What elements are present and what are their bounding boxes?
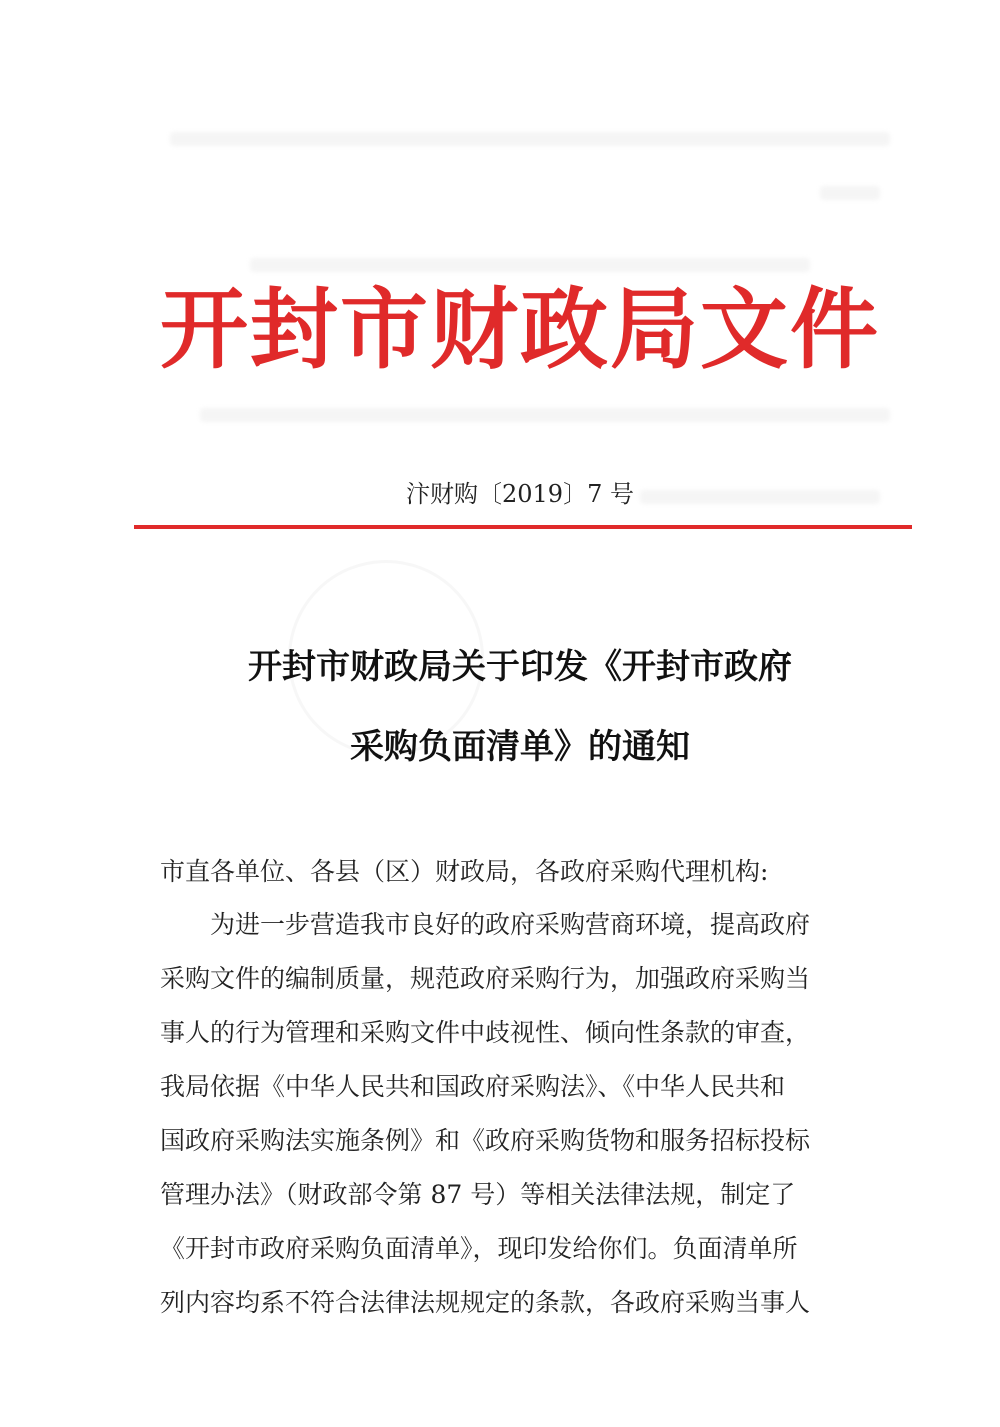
body-line-7: 《开封市政府采购负面清单》，现印发给你们。负面清单所 <box>160 1234 798 1263</box>
body-line-5: 国政府采购法实施条例》和《政府采购货物和服务招标投标 <box>160 1126 811 1155</box>
salutation: 市直各单位、各县（区）财政局，各政府采购代理机构: <box>160 857 769 886</box>
document-number: 汴财购〔2019〕7 号 <box>406 480 634 508</box>
issuer-heading: 开封市财政局文件 <box>159 278 880 381</box>
document-title-line-1: 开封市财政局关于印发《开封市政府 <box>248 647 792 687</box>
bleed-through-line <box>820 186 880 200</box>
body-line-6: 管理办法》（财政部令第 87 号）等相关法律法规，制定了 <box>160 1180 796 1209</box>
body-line-4: 我局依据《中华人民共和国政府采购法》、《中华人民共和 <box>160 1072 786 1101</box>
bleed-through-line <box>170 132 890 146</box>
body-line-3: 事人的行为管理和采购文件中歧视性、倾向性条款的审查， <box>160 1018 811 1047</box>
document-title-line-2: 采购负面清单》的通知 <box>350 727 690 767</box>
red-divider-rule <box>134 525 912 529</box>
body-line-2: 采购文件的编制质量，规范政府采购行为，加强政府采购当 <box>160 964 811 993</box>
body-line-8: 列内容均系不符合法律法规规定的条款，各政府采购当事人 <box>160 1288 811 1317</box>
bleed-through-line <box>200 408 890 422</box>
body-line-1: 为进一步营造我市良好的政府采购营商环境，提高政府 <box>210 910 811 939</box>
